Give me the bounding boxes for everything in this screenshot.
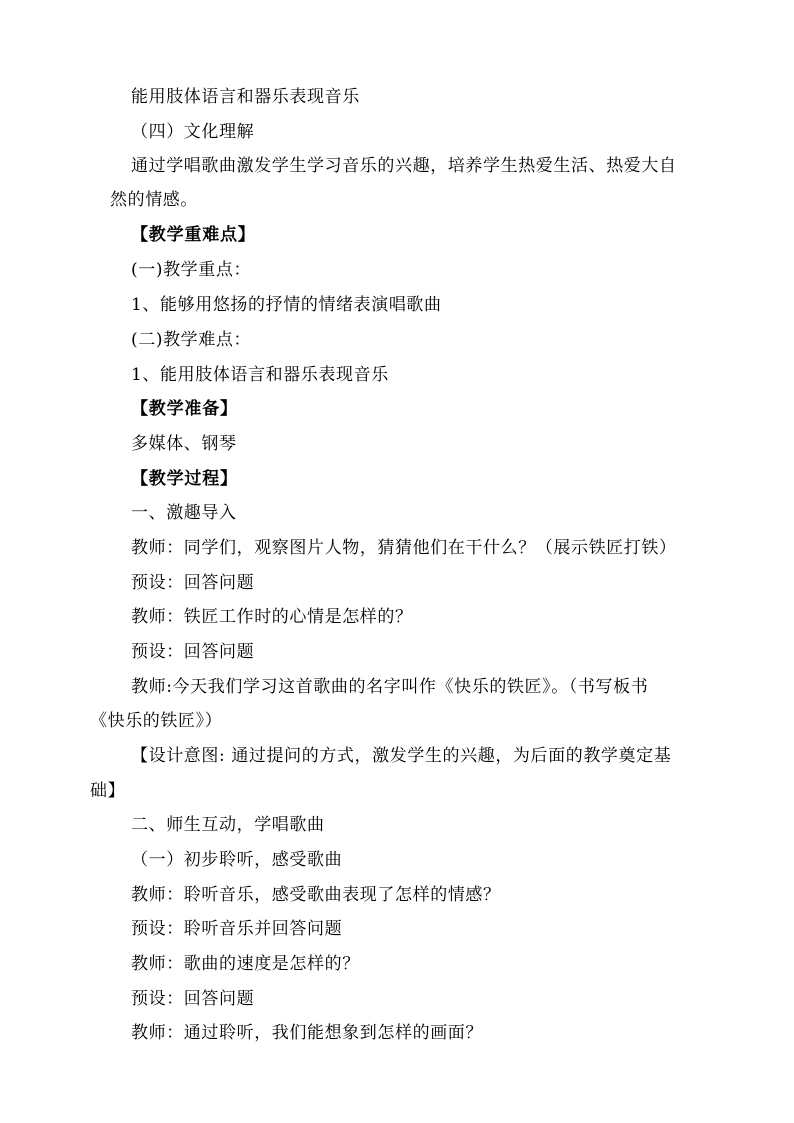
- section-heading: （四）文化理解: [131, 122, 255, 142]
- dialogue-line: 预设：聆听音乐并回答问题: [131, 919, 343, 939]
- dialogue-line: 预设：回答问题: [131, 642, 255, 662]
- sub-heading: (一)教学重点：: [131, 260, 252, 280]
- sub-heading: 一、激趣导入: [131, 503, 237, 523]
- dialogue-line: 教师：歌曲的速度是怎样的？: [131, 954, 360, 974]
- text-line: 能用肢体语言和器乐表现音乐: [131, 87, 360, 107]
- bold-heading: 【教学准备】: [131, 399, 238, 419]
- dialogue-line: 教师：通过聆听，我们能想象到怎样的画面？: [131, 1023, 483, 1043]
- sub-heading: 二、师生互动，学唱歌曲: [131, 815, 325, 835]
- bold-heading: 【教学过程】: [131, 469, 238, 489]
- text-line: 1、能够用悠扬的抒情的情绪表演唱歌曲: [131, 295, 442, 315]
- dialogue-line: 教师：同学们，观察图片人物，猜猜他们在干什么？（展示铁匠打铁）: [131, 538, 677, 558]
- dialogue-line: 《快乐的铁匠》）: [90, 711, 223, 731]
- text-line: 多媒体、钢琴: [131, 434, 237, 454]
- sub-heading: (二)教学难点：: [131, 330, 252, 350]
- dialogue-line: 教师：铁匠工作时的心情是怎样的？: [131, 607, 413, 627]
- sub-heading: （一）初步聆听，感受歌曲: [131, 850, 343, 870]
- text-line: 然的情感。: [110, 190, 198, 210]
- dialogue-line: 预设：回答问题: [131, 989, 255, 1009]
- dialogue-line: 教师：聆听音乐，感受歌曲表现了怎样的情感？: [131, 885, 501, 905]
- dialogue-line: 预设：回答问题: [131, 573, 255, 593]
- dialogue-line: 教师:今天我们学习这首歌曲的名字叫作《快乐的铁匠》。（书写板书: [131, 677, 649, 697]
- design-intent-line: 【设计意图: 通过提问的方式，激发学生的兴趣，为后面的教学奠定基: [131, 746, 672, 766]
- bold-heading: 【教学重难点】: [131, 225, 256, 245]
- text-line: 1、能用肢体语言和器乐表现音乐: [131, 365, 389, 385]
- text-line: 通过学唱歌曲激发学生学习音乐的兴趣，培养学生热爱生活、热爱大自: [131, 156, 677, 176]
- design-intent-line: 础】: [90, 781, 126, 801]
